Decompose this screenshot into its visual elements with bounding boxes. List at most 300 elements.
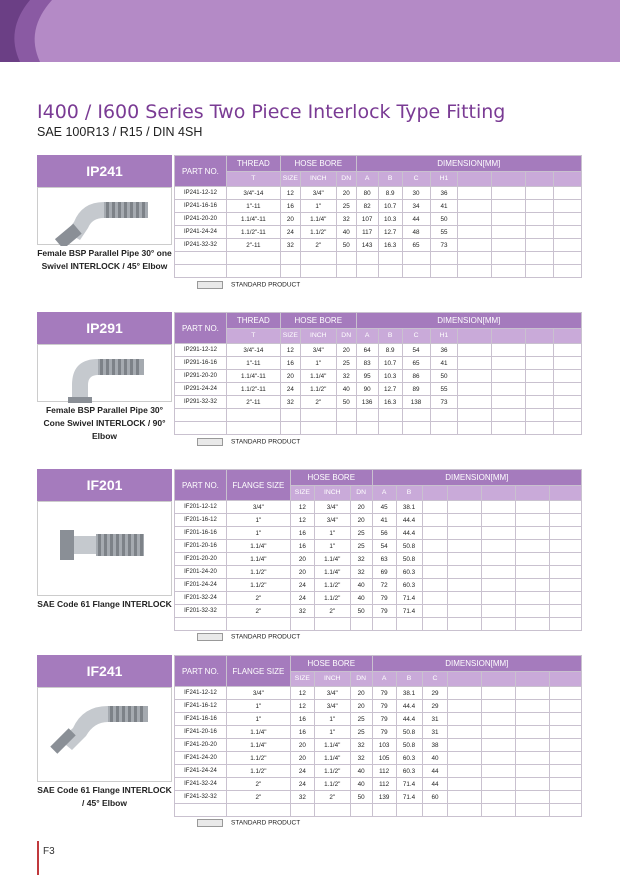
table-cell bbox=[226, 422, 280, 435]
header-hose-bore: HOSE BORE bbox=[280, 313, 356, 329]
fitting-drawing bbox=[38, 502, 171, 597]
table-cell: 20 bbox=[280, 370, 300, 383]
subheader-empty bbox=[554, 328, 582, 344]
table-cell: 20 bbox=[350, 501, 372, 514]
table-row bbox=[175, 700, 582, 713]
table-cell: 1.1/4"-11 bbox=[226, 213, 280, 226]
standard-product-legend bbox=[197, 281, 300, 289]
table-row bbox=[175, 579, 582, 592]
table-cell: IF241-16-16 bbox=[175, 713, 227, 726]
table-cell bbox=[550, 765, 582, 778]
table-cell bbox=[458, 265, 492, 278]
table-cell bbox=[554, 187, 582, 200]
table-cell: 40 bbox=[336, 226, 356, 239]
subheader-h1: H1 bbox=[430, 328, 458, 344]
table-cell: 38.1 bbox=[396, 501, 422, 514]
header-dimension: DIMENSION[MM] bbox=[356, 313, 581, 329]
table-cell: 20 bbox=[350, 514, 372, 527]
table-cell bbox=[226, 409, 280, 422]
table-cell bbox=[526, 409, 554, 422]
subheader-empty bbox=[448, 485, 482, 501]
table-cell bbox=[550, 501, 582, 514]
table-cell: 71.4 bbox=[396, 592, 422, 605]
table-cell: 54 bbox=[402, 344, 430, 357]
table-cell bbox=[516, 618, 550, 631]
standard-product-label: STANDARD PRODUCT bbox=[231, 438, 301, 446]
subheader-b: B bbox=[378, 328, 402, 344]
table-cell: IF201-32-24 bbox=[175, 592, 227, 605]
table-cell: 1.1/4" bbox=[300, 370, 336, 383]
table-cell bbox=[378, 422, 402, 435]
subheader-h1: H1 bbox=[430, 171, 458, 187]
table-cell bbox=[290, 804, 314, 817]
subheader-b: B bbox=[396, 671, 422, 687]
table-cell: IP291-12-12 bbox=[175, 344, 227, 357]
table-cell: 69 bbox=[372, 566, 396, 579]
table-row bbox=[175, 357, 582, 370]
spec-table bbox=[174, 469, 582, 631]
table-cell: IF201-20-20 bbox=[175, 553, 227, 566]
table-cell bbox=[482, 553, 516, 566]
table-cell bbox=[550, 566, 582, 579]
table-row bbox=[175, 422, 582, 435]
table-row bbox=[175, 383, 582, 396]
table-cell: 1.1/2"-11 bbox=[226, 226, 280, 239]
table-cell: 80 bbox=[356, 187, 378, 200]
table-cell bbox=[226, 804, 290, 817]
table-cell: 40 bbox=[336, 383, 356, 396]
page-subtitle: SAE 100R13 / R15 / DIN 4SH bbox=[37, 125, 203, 139]
table-cell bbox=[492, 370, 526, 383]
table-cell: 1"-11 bbox=[226, 357, 280, 370]
table-row bbox=[175, 344, 582, 357]
table-cell: 32 bbox=[336, 213, 356, 226]
table-cell bbox=[356, 409, 378, 422]
table-cell bbox=[554, 383, 582, 396]
table-cell: 34 bbox=[402, 200, 430, 213]
table-cell: 12.7 bbox=[378, 226, 402, 239]
table-row bbox=[175, 592, 582, 605]
table-cell bbox=[396, 804, 422, 817]
table-cell bbox=[300, 422, 336, 435]
table-cell bbox=[372, 618, 396, 631]
table-row bbox=[175, 409, 582, 422]
header-hose-bore: HOSE BORE bbox=[280, 156, 356, 172]
table-cell: 86 bbox=[402, 370, 430, 383]
standard-product-legend bbox=[197, 819, 300, 827]
table-cell bbox=[336, 265, 356, 278]
table-row bbox=[175, 605, 582, 618]
table-cell: 3/4" bbox=[314, 501, 350, 514]
table-cell: IF201-20-16 bbox=[175, 540, 227, 553]
table-cell: 79 bbox=[372, 605, 396, 618]
table-cell bbox=[492, 357, 526, 370]
table-cell: 44.4 bbox=[396, 527, 422, 540]
table-cell bbox=[422, 804, 448, 817]
table-cell bbox=[372, 804, 396, 817]
table-cell: 50.8 bbox=[396, 553, 422, 566]
table-cell: 1.1/2" bbox=[226, 566, 290, 579]
table-cell: 20 bbox=[290, 752, 314, 765]
table-cell bbox=[554, 396, 582, 409]
table-cell bbox=[430, 252, 458, 265]
table-cell: 103 bbox=[372, 739, 396, 752]
table-cell bbox=[516, 791, 550, 804]
standard-product-swatch bbox=[197, 633, 223, 641]
table-cell bbox=[492, 200, 526, 213]
table-cell bbox=[175, 252, 227, 265]
table-cell: 24 bbox=[290, 592, 314, 605]
table-cell: 12 bbox=[290, 514, 314, 527]
table-cell bbox=[422, 618, 448, 631]
section-code: IP291 bbox=[37, 312, 172, 344]
table-cell bbox=[422, 553, 448, 566]
table-cell: 71.4 bbox=[396, 778, 422, 791]
table-cell bbox=[550, 605, 582, 618]
table-cell bbox=[300, 252, 336, 265]
table-cell bbox=[336, 422, 356, 435]
table-cell: IF201-16-16 bbox=[175, 527, 227, 540]
table-cell bbox=[356, 422, 378, 435]
table-cell: 2" bbox=[226, 778, 290, 791]
subheader-inch: INCH bbox=[300, 328, 336, 344]
table-cell bbox=[448, 618, 482, 631]
table-cell bbox=[448, 713, 482, 726]
table-cell: 1" bbox=[300, 200, 336, 213]
table-cell: 10.7 bbox=[378, 357, 402, 370]
subheader-inch: INCH bbox=[314, 671, 350, 687]
table-cell bbox=[458, 213, 492, 226]
table-cell: 50 bbox=[336, 239, 356, 252]
spec-table bbox=[174, 655, 582, 817]
standard-product-label: STANDARD PRODUCT bbox=[231, 281, 301, 289]
table-cell: 41 bbox=[430, 200, 458, 213]
subheader-empty bbox=[550, 671, 582, 687]
table-cell: 32 bbox=[350, 752, 372, 765]
table-cell bbox=[550, 527, 582, 540]
table-cell: IF241-32-32 bbox=[175, 791, 227, 804]
table-cell: 3/4" bbox=[314, 687, 350, 700]
section-code: IP241 bbox=[37, 155, 172, 187]
table-cell: 1.1/4" bbox=[314, 752, 350, 765]
table-cell bbox=[554, 344, 582, 357]
table-cell bbox=[458, 187, 492, 200]
table-cell: 50.8 bbox=[396, 739, 422, 752]
table-cell bbox=[378, 409, 402, 422]
table-cell bbox=[554, 370, 582, 383]
table-cell: 31 bbox=[422, 713, 448, 726]
subheader-empty bbox=[516, 485, 550, 501]
header-part-no: PART NO. bbox=[175, 156, 227, 187]
table-cell bbox=[458, 200, 492, 213]
table-cell: 32 bbox=[350, 566, 372, 579]
table-cell: IP291-20-20 bbox=[175, 370, 227, 383]
subheader-empty bbox=[526, 171, 554, 187]
table-cell bbox=[458, 239, 492, 252]
subheader-empty bbox=[448, 671, 482, 687]
header-flange-size: FLANGE SIZE bbox=[226, 656, 290, 687]
table-cell bbox=[175, 265, 227, 278]
table-cell: 16 bbox=[290, 527, 314, 540]
table-cell bbox=[550, 540, 582, 553]
table-cell bbox=[482, 752, 516, 765]
table-cell: 40 bbox=[350, 778, 372, 791]
table-cell bbox=[350, 804, 372, 817]
table-cell: 41 bbox=[372, 514, 396, 527]
table-cell bbox=[458, 383, 492, 396]
table-cell: 8.9 bbox=[378, 344, 402, 357]
table-cell bbox=[516, 752, 550, 765]
table-row bbox=[175, 187, 582, 200]
table-cell bbox=[422, 527, 448, 540]
table-cell bbox=[448, 752, 482, 765]
subheader-dn: DN bbox=[350, 485, 372, 501]
section-caption: Female BSP Parallel Pipe 30° one Swivel INTERLOCK / 45° Elbow bbox=[37, 248, 172, 271]
table-cell: 10.3 bbox=[378, 370, 402, 383]
table-cell bbox=[554, 200, 582, 213]
subheader-empty bbox=[492, 328, 526, 344]
table-cell: 45 bbox=[372, 501, 396, 514]
subheader-empty bbox=[526, 328, 554, 344]
table-cell bbox=[280, 409, 300, 422]
subheader-empty bbox=[550, 485, 582, 501]
table-row bbox=[175, 778, 582, 791]
table-cell bbox=[336, 409, 356, 422]
table-cell bbox=[482, 579, 516, 592]
table-cell: 50 bbox=[336, 396, 356, 409]
table-cell bbox=[175, 804, 227, 817]
table-cell: 65 bbox=[402, 239, 430, 252]
table-cell: 32 bbox=[290, 605, 314, 618]
table-cell bbox=[448, 605, 482, 618]
table-cell bbox=[482, 527, 516, 540]
table-cell: 40 bbox=[350, 579, 372, 592]
table-cell bbox=[458, 252, 492, 265]
table-cell bbox=[550, 804, 582, 817]
table-cell: 16 bbox=[290, 713, 314, 726]
table-cell: 36 bbox=[430, 344, 458, 357]
table-cell: 25 bbox=[336, 357, 356, 370]
table-cell bbox=[458, 422, 492, 435]
table-cell: 1" bbox=[314, 726, 350, 739]
standard-product-label: STANDARD PRODUCT bbox=[231, 819, 301, 827]
table-cell bbox=[516, 739, 550, 752]
table-cell: 3/4" bbox=[314, 700, 350, 713]
table-cell bbox=[482, 501, 516, 514]
subheader-inch: INCH bbox=[314, 485, 350, 501]
table-cell bbox=[526, 213, 554, 226]
table-cell: IP241-32-32 bbox=[175, 239, 227, 252]
fitting-drawing bbox=[38, 188, 171, 246]
table-cell bbox=[492, 396, 526, 409]
subheader-empty bbox=[482, 485, 516, 501]
table-cell: 1.1/2" bbox=[226, 765, 290, 778]
table-cell: 32 bbox=[280, 239, 300, 252]
table-cell bbox=[422, 501, 448, 514]
table-cell bbox=[290, 618, 314, 631]
table-cell: 12 bbox=[290, 501, 314, 514]
standard-product-swatch bbox=[197, 438, 223, 446]
header-hose-bore: HOSE BORE bbox=[290, 470, 372, 486]
table-cell: 64 bbox=[356, 344, 378, 357]
table-cell bbox=[554, 357, 582, 370]
table-cell: 1.1/2" bbox=[226, 579, 290, 592]
table-cell bbox=[550, 713, 582, 726]
table-cell bbox=[402, 422, 430, 435]
table-row bbox=[175, 765, 582, 778]
table-row bbox=[175, 687, 582, 700]
table-cell bbox=[492, 187, 526, 200]
table-cell: 50 bbox=[350, 791, 372, 804]
table-cell: 1" bbox=[226, 514, 290, 527]
table-cell: 16.3 bbox=[378, 396, 402, 409]
table-cell bbox=[280, 252, 300, 265]
table-row bbox=[175, 618, 582, 631]
subheader-c: C bbox=[402, 328, 430, 344]
table-cell bbox=[448, 579, 482, 592]
table-cell bbox=[448, 527, 482, 540]
table-cell bbox=[458, 370, 492, 383]
table-cell: IF241-24-24 bbox=[175, 765, 227, 778]
table-cell: 20 bbox=[336, 187, 356, 200]
table-cell: 79 bbox=[372, 592, 396, 605]
table-cell: 3/4" bbox=[226, 501, 290, 514]
table-cell: 29 bbox=[422, 687, 448, 700]
table-cell bbox=[482, 804, 516, 817]
table-cell: IF241-12-12 bbox=[175, 687, 227, 700]
table-cell bbox=[448, 553, 482, 566]
table-cell bbox=[396, 618, 422, 631]
table-cell: 117 bbox=[356, 226, 378, 239]
table-cell: 12.7 bbox=[378, 383, 402, 396]
table-cell: 40 bbox=[350, 765, 372, 778]
table-cell bbox=[448, 739, 482, 752]
table-cell bbox=[458, 409, 492, 422]
table-cell: 3/4"-14 bbox=[226, 187, 280, 200]
subheader-size: SIZE bbox=[290, 485, 314, 501]
table-row bbox=[175, 752, 582, 765]
table-cell: 32 bbox=[290, 791, 314, 804]
table-cell: 25 bbox=[336, 200, 356, 213]
subheader-t: T bbox=[226, 328, 280, 344]
table-cell bbox=[448, 765, 482, 778]
table-cell bbox=[300, 409, 336, 422]
table-cell: 95 bbox=[356, 370, 378, 383]
table-cell: 56 bbox=[372, 527, 396, 540]
table-cell: 25 bbox=[350, 726, 372, 739]
subheader-c: C bbox=[402, 171, 430, 187]
table-cell: 44 bbox=[402, 213, 430, 226]
table-cell bbox=[516, 514, 550, 527]
fitting-diagram bbox=[37, 501, 172, 596]
table-cell bbox=[448, 804, 482, 817]
table-cell: 44.4 bbox=[396, 713, 422, 726]
table-cell: 1" bbox=[226, 527, 290, 540]
subheader-empty bbox=[554, 171, 582, 187]
table-cell: 8.9 bbox=[378, 187, 402, 200]
table-cell: 1" bbox=[314, 540, 350, 553]
table-cell bbox=[526, 422, 554, 435]
subheader-dn: DN bbox=[336, 171, 356, 187]
standard-product-legend bbox=[197, 633, 300, 641]
table-cell bbox=[482, 726, 516, 739]
fitting-diagram bbox=[37, 344, 172, 402]
table-cell: 1.1/2" bbox=[300, 383, 336, 396]
table-cell bbox=[516, 605, 550, 618]
table-cell bbox=[226, 618, 290, 631]
table-cell: 50.8 bbox=[396, 540, 422, 553]
table-cell: 73 bbox=[430, 396, 458, 409]
subheader-empty bbox=[458, 171, 492, 187]
header-band bbox=[0, 0, 620, 62]
table-cell bbox=[482, 739, 516, 752]
section-caption: SAE Code 61 Flange INTERLOCK / 45° Elbow bbox=[37, 785, 172, 808]
table-cell: 1.1/2" bbox=[226, 752, 290, 765]
table-cell: 24 bbox=[280, 226, 300, 239]
table-cell: 16 bbox=[290, 726, 314, 739]
table-cell: 63 bbox=[372, 553, 396, 566]
table-cell: 105 bbox=[372, 752, 396, 765]
table-cell: 32 bbox=[336, 370, 356, 383]
table-cell bbox=[554, 409, 582, 422]
subheader-empty bbox=[482, 671, 516, 687]
table-cell: 2" bbox=[226, 791, 290, 804]
subheader-b: B bbox=[378, 171, 402, 187]
table-cell bbox=[516, 687, 550, 700]
table-cell: 1" bbox=[314, 527, 350, 540]
table-cell: 1" bbox=[314, 713, 350, 726]
table-cell bbox=[526, 200, 554, 213]
table-cell bbox=[550, 579, 582, 592]
table-cell bbox=[516, 553, 550, 566]
table-cell bbox=[448, 778, 482, 791]
subheader-empty bbox=[422, 485, 448, 501]
table-cell bbox=[526, 187, 554, 200]
table-cell: 20 bbox=[290, 739, 314, 752]
table-cell bbox=[448, 501, 482, 514]
table-cell: 2" bbox=[314, 605, 350, 618]
table-cell bbox=[314, 618, 350, 631]
table-cell: 38 bbox=[422, 739, 448, 752]
table-cell: IF241-24-20 bbox=[175, 752, 227, 765]
table-cell bbox=[356, 252, 378, 265]
table-cell: 20 bbox=[350, 687, 372, 700]
table-cell: 50.8 bbox=[396, 726, 422, 739]
table-cell bbox=[448, 592, 482, 605]
table-cell: 1" bbox=[226, 700, 290, 713]
table-cell bbox=[422, 605, 448, 618]
table-cell: 3/4" bbox=[300, 344, 336, 357]
section-caption: Female BSP Parallel Pipe 30° Cone Swivel INTERLOCK / 90° Elbow bbox=[43, 405, 166, 441]
table-row bbox=[175, 239, 582, 252]
subheader-empty bbox=[458, 328, 492, 344]
table-cell bbox=[550, 553, 582, 566]
table-cell: IP291-16-16 bbox=[175, 357, 227, 370]
table-cell bbox=[402, 265, 430, 278]
header-thread: THREAD bbox=[226, 156, 280, 172]
table-cell bbox=[516, 765, 550, 778]
page-title: I400 / I600 Series Two Piece Interlock Type Fitting bbox=[37, 101, 506, 123]
header-thread: THREAD bbox=[226, 313, 280, 329]
table-cell bbox=[550, 752, 582, 765]
table-cell: 20 bbox=[280, 213, 300, 226]
table-cell bbox=[402, 409, 430, 422]
table-cell bbox=[526, 344, 554, 357]
subheader-b: B bbox=[396, 485, 422, 501]
table-cell: 44.4 bbox=[396, 700, 422, 713]
table-cell: 3/4" bbox=[314, 514, 350, 527]
table-cell: 16 bbox=[280, 357, 300, 370]
